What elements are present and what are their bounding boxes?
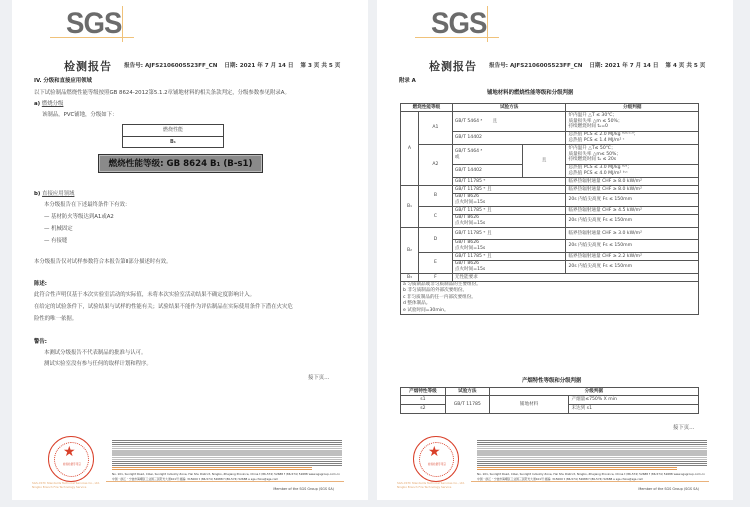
report-title: 检测报告 bbox=[429, 60, 477, 73]
continued-note: 接下页… bbox=[308, 375, 330, 381]
warning-line: 本测试分级报告不代表制品的批准与认可。 bbox=[44, 350, 147, 356]
validity-text: 本分级报告仅对试样参数符合本报告第Ⅱ部分描述时有效。 bbox=[34, 259, 172, 265]
member-note: Member of the SGS Group (SGS SA) bbox=[638, 487, 699, 491]
continued-note: 接下页… bbox=[673, 425, 695, 431]
page-footer bbox=[391, 430, 711, 498]
application-item: — 机械固定 bbox=[44, 226, 73, 232]
table1-title: 铺地材料的燃烧性能等级和分级判据 bbox=[487, 90, 574, 96]
org-name: SGS-CSTC Standards Technical Services Co., Ltd. Ningbo Branch Fire Technology Service bbox=[32, 481, 100, 489]
page-number: 第 3 页 共 5 页 bbox=[300, 63, 341, 69]
statement-line: 此符合性声明仅基于本次实验室活动的实际值，未将本次实验室活动结果不确定度影响计入。 bbox=[34, 292, 256, 298]
warning-title: 警告: bbox=[34, 339, 47, 345]
subsection-a-title: 燃烧分级 bbox=[41, 101, 64, 107]
report-number: 报告号: AJFS2106005523FF_CN bbox=[124, 63, 218, 69]
report-date: 日期: 2021 年 7 月 14 日 bbox=[589, 63, 659, 69]
page-header bbox=[377, 58, 733, 72]
classification-text: 该制品，PVC铺地，分级如下： bbox=[42, 112, 118, 118]
sgs-logo: SGS bbox=[62, 6, 142, 40]
application-item: — 基材防火等级达到A1或A2 bbox=[44, 214, 114, 220]
table-notes: a 匀质制品或非匀质制品的主要组份。 b 非匀质制品的外部次要组份。 c 非匀质制品的任一内部次要组份。 d 整体制品。 e 试验时间=30min。 bbox=[401, 282, 699, 315]
org-name: SGS-CSTC Standards Technical Services Co., Ltd. Ningbo Branch Fire Technology Service bbox=[397, 481, 465, 489]
report-title: 检测报告 bbox=[64, 60, 112, 73]
official-stamp: ★ 检验检测专用章 bbox=[48, 436, 94, 482]
legal-notice bbox=[477, 467, 677, 471]
smoke-classification-table: 产烟特性等级 试验方法 分级判据 s1 GB/T 11785 铺地材料 产烟量≤750% X min s2 未达到 s1 bbox=[400, 387, 699, 414]
legal-text bbox=[477, 440, 707, 466]
application-text: 本分级报告在下述最终条件下有效： bbox=[44, 202, 131, 208]
address: No. 101, Sunlight Road, Cibei, Sunlight Industry Zone, Hai Shu District, Ningbo, Zhejiang Province, China t (86-574) 52688 f (86-574) 52688 www.sgsgroup.com.cn 中国・浙江・宁波市海曙区工业园三区阳光大道101号 邮编: 315000 t (86-574) 52688 f (86-574) 52688 e sgs.china@sgs.com bbox=[112, 472, 340, 481]
statement-line: 在给定的试验条件下，试验结果与试样的性能有关；试验结果不能作为评估制品在实际使用条件下潜在火灾危 bbox=[34, 304, 293, 310]
report-page-4 bbox=[377, 0, 733, 500]
report-meta bbox=[124, 61, 345, 69]
member-note: Member of the SGS Group (SGS SA) bbox=[273, 487, 334, 491]
classification-box bbox=[122, 124, 224, 148]
star-icon: ★ bbox=[63, 444, 76, 460]
subsection-b: b) 直接应用领域 bbox=[34, 191, 75, 197]
address: No. 101, Sunlight Road, Cibei, Sunlight Industry Zone, Hai Shu District, Ningbo, Zhejiang Province, China t (86-574) 52688 f (86-574) 52688 www.sgsgroup.com.cn 中国・浙江・宁波市海曙区工业园三区阳光大道101号 邮编: 315000 t (86-574) 52688 f (86-574) 52688 e sgs.china@sgs.com bbox=[477, 472, 705, 481]
warning-line: 测试实验室没有参与任何的取样计划和程序。 bbox=[44, 361, 152, 367]
classification-value: B₁ bbox=[123, 136, 223, 147]
subsection-a: a) 燃烧分级 bbox=[34, 101, 64, 107]
legal-text bbox=[112, 440, 342, 466]
official-stamp: ★ 检验检测专用章 bbox=[413, 436, 459, 482]
sgs-logo: SGS bbox=[427, 6, 507, 40]
page-footer bbox=[26, 430, 346, 498]
report-meta bbox=[489, 61, 710, 69]
star-icon: ★ bbox=[428, 444, 441, 460]
page-header bbox=[12, 58, 368, 72]
page-number: 第 4 页 共 5 页 bbox=[665, 63, 706, 69]
section-title: IV. 分级和直接应用领域 bbox=[34, 78, 92, 84]
intro-text: 以下试验制品燃烧性能等级按照GB 8624-2012第5.1.2章铺地材料的相关条款判定，分级参数参见附录A。 bbox=[34, 90, 290, 96]
subsection-b-title: 直接应用领域 bbox=[42, 191, 75, 197]
application-item: — 有接缝 bbox=[44, 238, 68, 244]
report-date: 日期: 2021 年 7 月 14 日 bbox=[224, 63, 294, 69]
table2-title: 产烟特性等级和分级判据 bbox=[522, 378, 582, 384]
classification-banner: 燃烧性能等级: GB 8624 B₁ (B-s1) bbox=[98, 154, 263, 173]
statement-line: 险性的唯一依据。 bbox=[34, 316, 78, 322]
fire-classification-table: 燃烧性能等级 试验方法 分级判据 A A1 GB/T 5464 ᵃ 且 炉内温升 △T ≤ 30℃； 质量损失率 △m ≤ 50%； 持续燃烧时间 tₑ=0 GB/T 14402 总热值 PCS ≤ 2.0 MJ/kg ᵃ˒ᵇ˒ᶜ˒ᵈ； 总热值 PCS ≤ 1.4 MJ/m² ᶜ A2 GB/T 5464 ᵃ 或 且 炉内温升 △T≤ 50℃； 质量损失率 △m≤ 50%； 持续燃烧时间 tₑ ≤ 20s GB/T 14402 总热值 PCS ≤ 3.0 MJ/kg ᵃ˒ᵈ； 总热值 PCS ≤ 4.0 MJ/m² ᵇ˒ᶜ GB/T 11785 ᵉ 临界热辐射通量 CHF ≥ 8.0 kW/m² B₁ B GB/T 11785 ᵉ 且 临界热辐射通量 CHF ≥ 8.0 kW/m² GB/T 8626 点火时间=15s 20s 内焰尖高度 Fs ≤ 150mm C GB/T 11785 ᵉ 且 临界热辐射通量 CHF ≥ 4.5 kW/m² GB/T 8626 点火时间=15s 20s 内焰尖高度 Fs ≤ 150mm B₂ D GB/T 11785 ᵉ 且 临界热辐射通量 CHF ≥ 3.0 kW/m² GB/T 8626 点火时间=15s 20s 内焰尖高度 Fs ≤ 150mm E GB/T 11785 ᵉ 且 临界热辐射通量 CHF ≥ 2.2 kW/m² GB/T 8626 点火时间=15s 20s 内焰尖高度 Fs ≤ 150mm B₃ F 无性能要求 a 匀质制品或非匀质制品的主要组份。 b 非匀质制品的外部次要组份。 c 非匀质制品的任一内部次要组份。 d 整体制品。 e 试验时间=30min。 bbox=[400, 103, 699, 315]
statement-title: 陈述: bbox=[34, 281, 47, 287]
legal-notice bbox=[112, 467, 312, 471]
report-number: 报告号: AJFS2106005523FF_CN bbox=[489, 63, 583, 69]
classification-header: 燃烧性能 bbox=[162, 127, 183, 133]
appendix-title: 附录 A bbox=[399, 78, 416, 84]
report-page-3 bbox=[12, 0, 368, 500]
